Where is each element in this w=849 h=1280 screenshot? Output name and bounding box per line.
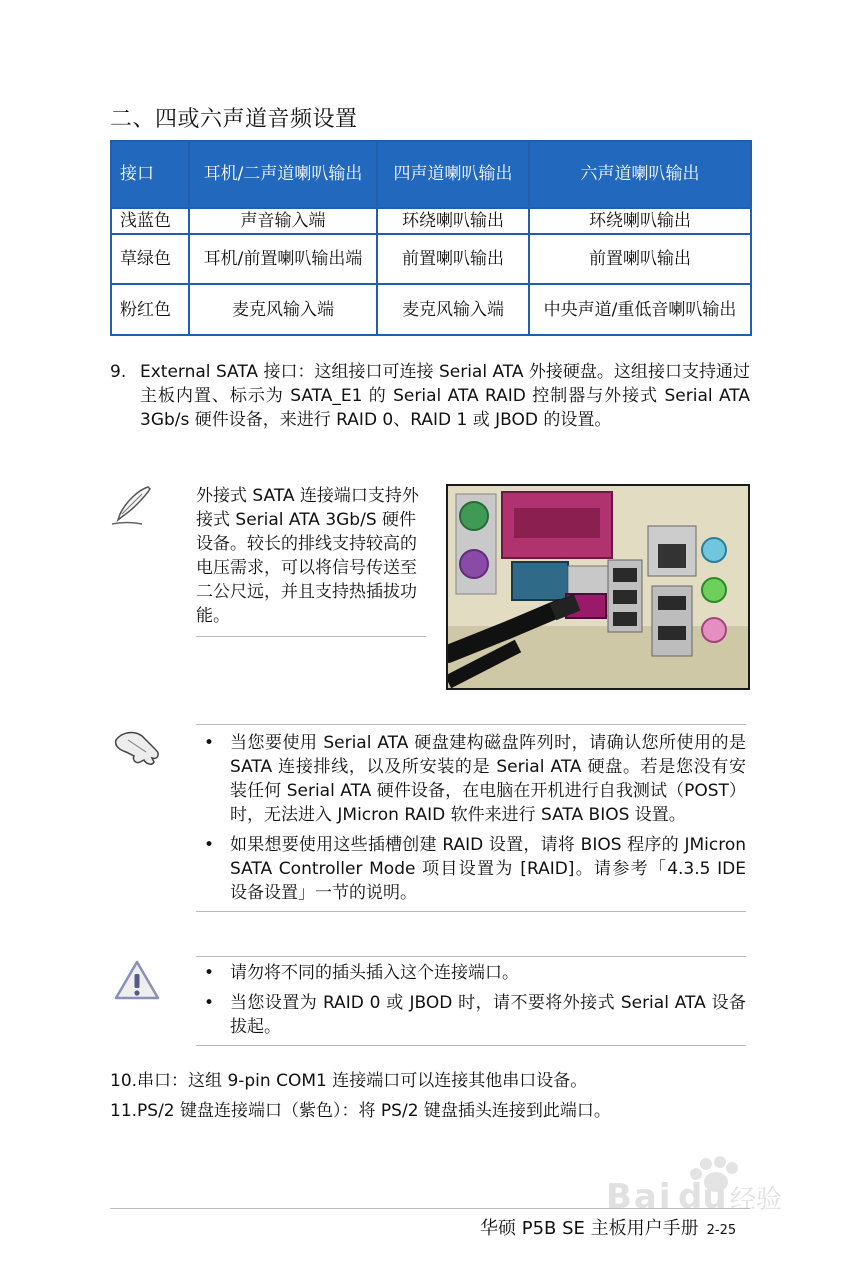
note-text: 外接式 SATA 连接端口支持外接式 Serial ATA 3Gb/S 硬件设备。较长的排线支持较高的电压需求，可以将信号传送至二公尺远，并且支持热插拔功能。 bbox=[196, 484, 426, 637]
list-item bbox=[196, 731, 746, 827]
table-cell: 声音输入端 bbox=[189, 208, 377, 234]
list-item bbox=[196, 991, 746, 1039]
info-box bbox=[196, 724, 746, 912]
section-title: 二、四或六声道音频设置 bbox=[110, 107, 358, 132]
table-cell: 麦克风输入端 bbox=[377, 284, 529, 335]
bullet-dot: • bbox=[204, 993, 215, 1013]
warning-box bbox=[196, 956, 746, 1046]
item-10: 10.串口：这组 9-pin COM1 连接端口可以连接其他串口设备。 bbox=[110, 1071, 588, 1091]
svg-text:du: du bbox=[678, 1177, 727, 1217]
baidu-watermark bbox=[606, 1156, 796, 1220]
footer-rule bbox=[110, 1208, 750, 1209]
rear-panel-photo bbox=[446, 484, 750, 690]
hand-icon bbox=[112, 726, 164, 768]
table-cell: 中央声道/重低音喇叭输出 bbox=[529, 284, 751, 335]
table-header-cell: 接口 bbox=[111, 141, 189, 208]
table-cell: 环绕喇叭输出 bbox=[377, 208, 529, 234]
page-footer bbox=[480, 1214, 736, 1240]
table-cell: 环绕喇叭输出 bbox=[529, 208, 751, 234]
list-item bbox=[196, 833, 746, 905]
bullet-dot: • bbox=[204, 963, 215, 983]
table-cell: 浅蓝色 bbox=[111, 208, 189, 234]
table-row bbox=[111, 234, 751, 285]
page-number: 2-25 bbox=[706, 1223, 737, 1238]
table-cell: 耳机/前置喇叭输出端 bbox=[189, 234, 377, 285]
table-header-cell: 六声道喇叭输出 bbox=[529, 141, 751, 208]
footer-title: 华硕 P5B SE 主板用户手册 bbox=[480, 1218, 699, 1239]
table-row bbox=[111, 208, 751, 234]
item-number: 9. bbox=[110, 362, 127, 382]
table-cell: 粉红色 bbox=[111, 284, 189, 335]
table-cell: 前置喇叭输出 bbox=[377, 234, 529, 285]
bullet-text: 请勿将不同的插头插入这个连接端口。 bbox=[230, 963, 519, 983]
bullet-text: 如果想要使用这些插槽创建 RAID 设置，请将 BIOS 程序的 JMicron SATA Controller Mode 项目设置为 [RAID]。请参考「4.3.5 IDE 设备设置」一节的说明。 bbox=[230, 835, 746, 903]
table-header-cell: 四声道喇叭输出 bbox=[377, 141, 529, 208]
audio-config-table bbox=[110, 140, 752, 336]
pen-icon bbox=[108, 484, 156, 528]
table-row bbox=[111, 284, 751, 335]
table-cell: 麦克风输入端 bbox=[189, 284, 377, 335]
svg-text:Bai: Bai bbox=[606, 1177, 673, 1217]
svg-text:经验: 经验 bbox=[730, 1185, 783, 1215]
bullet-text: 当您设置为 RAID 0 或 JBOD 时，请不要将外接式 Serial ATA 设备拔起。 bbox=[230, 993, 746, 1037]
item-text: External SATA 接口：这组接口可连接 Serial ATA 外接硬盘。这组接口支持通过主板内置、标示为 SATA_E1 的 Serial ATA RAID 控制器与外接式 Serial ATA 3Gb/s 硬件设备，来进行 RAID 0、RAID 1 或 JBOD 的设置。 bbox=[140, 362, 750, 430]
list-item bbox=[196, 961, 746, 985]
bullet-dot: • bbox=[204, 835, 215, 855]
table-cell: 草绿色 bbox=[111, 234, 189, 285]
table-header-cell: 耳机/二声道喇叭输出 bbox=[189, 141, 377, 208]
warning-icon bbox=[112, 958, 162, 1004]
table-cell: 前置喇叭输出 bbox=[529, 234, 751, 285]
bullet-dot: • bbox=[204, 733, 215, 753]
table-header-row bbox=[111, 141, 751, 208]
bullet-text: 当您要使用 Serial ATA 硬盘建构磁盘阵列时，请确认您所使用的是 SATA 连接排线，以及所安装的是 Serial ATA 硬盘。若是您没有安装任何 Serial ATA 硬件设备，在电脑在开机进行自我测试（POST）时，无法进入 JMicron RAID 软件来进行 SATA BIOS 设置。 bbox=[230, 733, 746, 825]
item-9 bbox=[110, 360, 750, 432]
item-11: 11.PS/2 键盘连接端口（紫色）：将 PS/2 键盘插头连接到此端口。 bbox=[110, 1101, 611, 1121]
